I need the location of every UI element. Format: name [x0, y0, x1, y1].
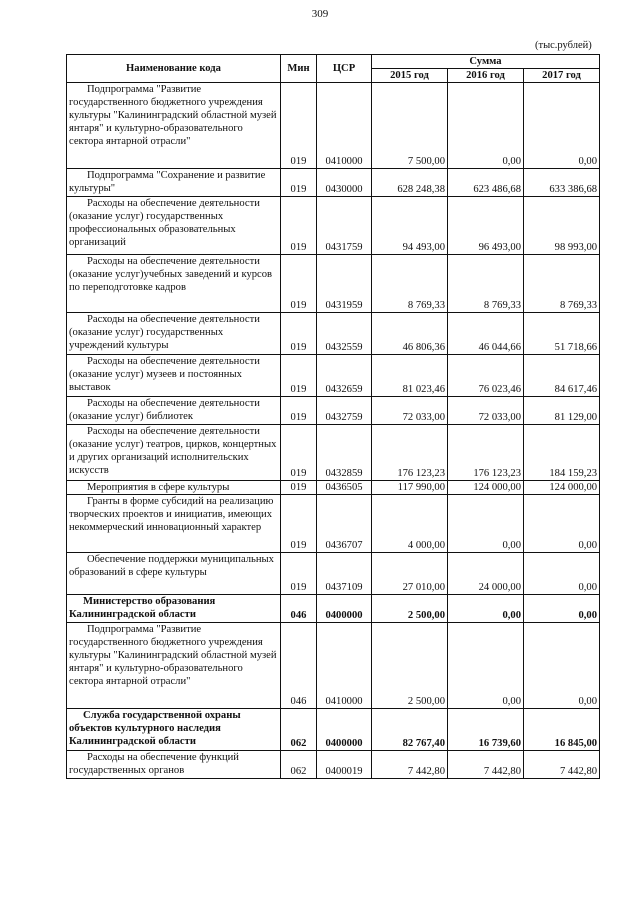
row-csr: 0436707: [317, 495, 372, 553]
row-csr: 0432859: [317, 425, 372, 481]
row-name: Расходы на обеспечение деятельности (оказание услуг) библиотек: [69, 398, 260, 422]
row-value-2016: 24 000,00: [448, 553, 524, 595]
row-value-2015: 46 806,36: [372, 313, 448, 355]
row-value-2016: 7 442,80: [448, 751, 524, 779]
row-value-2015: 176 123,23: [372, 425, 448, 481]
row-name-cell: [67, 425, 281, 481]
row-min: 062: [281, 709, 317, 751]
row-name-cell: [67, 169, 281, 197]
row-value-2017: 84 617,46: [524, 355, 600, 397]
row-name-cell: [67, 83, 281, 169]
row-value-2017: 0,00: [524, 553, 600, 595]
table-row: [67, 355, 600, 397]
row-value-2015: 72 033,00: [372, 397, 448, 425]
row-value-2017: 51 718,66: [524, 313, 600, 355]
row-name: Мероприятия в сфере культуры: [87, 482, 230, 493]
header-2015: 2015 год: [372, 69, 448, 83]
row-csr: 0400000: [317, 709, 372, 751]
header-min: Мин: [281, 55, 317, 83]
row-csr: 0432559: [317, 313, 372, 355]
row-value-2015: 27 010,00: [372, 553, 448, 595]
row-value-2015: 7 500,00: [372, 83, 448, 169]
row-value-2017: 124 000,00: [524, 481, 600, 495]
row-csr: 0410000: [317, 623, 372, 709]
row-value-2017: 98 993,00: [524, 197, 600, 255]
row-name-cell: [67, 709, 281, 751]
row-value-2017: 81 129,00: [524, 397, 600, 425]
row-min: 019: [281, 425, 317, 481]
row-csr: 0437109: [317, 553, 372, 595]
row-value-2017: 0,00: [524, 83, 600, 169]
row-value-2017: 16 845,00: [524, 709, 600, 751]
row-name: Расходы на обеспечение функций государственных органов: [69, 752, 239, 776]
row-name-cell: [67, 255, 281, 313]
table-row: [67, 495, 600, 553]
row-value-2016: 623 486,68: [448, 169, 524, 197]
row-name: Подпрограмма "Сохранение и развитие культуры": [69, 170, 266, 194]
row-min: 019: [281, 495, 317, 553]
row-csr: 0432759: [317, 397, 372, 425]
page-number: 309: [311, 8, 329, 20]
row-value-2016: 76 023,46: [448, 355, 524, 397]
row-name: Служба государственной охраны объектов культурного наследия Калининградской области: [69, 710, 241, 747]
row-value-2016: 8 769,33: [448, 255, 524, 313]
row-value-2015: 628 248,38: [372, 169, 448, 197]
row-name: Министерство образования Калининградской области: [69, 596, 216, 620]
row-value-2015: 4 000,00: [372, 495, 448, 553]
budget-table: [66, 54, 600, 779]
row-name: Расходы на обеспечение деятельности (оказание услуг)учебных заведений и курсов по переподготовке кадров: [69, 256, 273, 293]
table-row: [67, 313, 600, 355]
row-name: Расходы на обеспечение деятельности (оказание услуг) государственных профессиональных образовательных организаций: [69, 198, 260, 248]
table-row: [67, 553, 600, 595]
row-value-2015: 117 990,00: [372, 481, 448, 495]
header-2016: 2016 год: [448, 69, 524, 83]
row-value-2015: 82 767,40: [372, 709, 448, 751]
row-value-2016: 0,00: [448, 595, 524, 623]
row-name-cell: [67, 623, 281, 709]
row-min: 062: [281, 751, 317, 779]
row-min: 046: [281, 623, 317, 709]
table-row: [67, 481, 600, 495]
table-row: [67, 169, 600, 197]
table-row: [67, 595, 600, 623]
row-min: 019: [281, 313, 317, 355]
row-csr: 0432659: [317, 355, 372, 397]
row-min: 019: [281, 169, 317, 197]
row-csr: 0430000: [317, 169, 372, 197]
row-value-2016: 124 000,00: [448, 481, 524, 495]
row-value-2015: 94 493,00: [372, 197, 448, 255]
row-value-2015: 2 500,00: [372, 595, 448, 623]
row-name-cell: [67, 197, 281, 255]
table-row: [67, 197, 600, 255]
row-csr: 0410000: [317, 83, 372, 169]
row-value-2016: 176 123,23: [448, 425, 524, 481]
row-value-2016: 46 044,66: [448, 313, 524, 355]
row-csr: 0400000: [317, 595, 372, 623]
row-csr: 0400019: [317, 751, 372, 779]
row-name-cell: [67, 481, 281, 495]
row-value-2016: 0,00: [448, 495, 524, 553]
table-row: [67, 751, 600, 779]
row-name-cell: [67, 397, 281, 425]
row-name-cell: [67, 595, 281, 623]
row-name: Расходы на обеспечение деятельности (оказание услуг) театров, цирков, концертных и других организаций исполнительских искусств: [69, 426, 277, 476]
row-value-2016: 0,00: [448, 83, 524, 169]
row-value-2015: 8 769,33: [372, 255, 448, 313]
row-name-cell: [67, 495, 281, 553]
header-2017: 2017 год: [524, 69, 600, 83]
row-value-2017: 7 442,80: [524, 751, 600, 779]
row-value-2015: 7 442,80: [372, 751, 448, 779]
row-value-2015: 81 023,46: [372, 355, 448, 397]
row-name: Подпрограмма "Развитие государственного бюджетного учреждения культуры "Калининградский областной музей янтаря" и культурно-образовательного сектора янтарной отрасли": [69, 84, 277, 147]
row-value-2016: 72 033,00: [448, 397, 524, 425]
row-csr: 0431959: [317, 255, 372, 313]
row-value-2017: 0,00: [524, 495, 600, 553]
row-min: 046: [281, 595, 317, 623]
table-row: [67, 255, 600, 313]
header-csr: ЦСР: [317, 55, 372, 83]
row-value-2017: 0,00: [524, 595, 600, 623]
row-name: Расходы на обеспечение деятельности (оказание услуг) музеев и постоянных выставок: [69, 356, 260, 393]
row-value-2016: 0,00: [448, 623, 524, 709]
row-name: Гранты в форме субсидий на реализацию творческих проектов и инициатив, имеющих некоммерческий инновационный характер: [69, 496, 274, 533]
row-value-2017: 8 769,33: [524, 255, 600, 313]
row-min: 019: [281, 553, 317, 595]
table-row: [67, 83, 600, 169]
table-row: [67, 623, 600, 709]
row-csr: 0436505: [317, 481, 372, 495]
table-row: [67, 425, 600, 481]
row-min: 019: [281, 197, 317, 255]
table-row: [67, 397, 600, 425]
row-csr: 0431759: [317, 197, 372, 255]
row-value-2016: 96 493,00: [448, 197, 524, 255]
table-row: [67, 709, 600, 751]
header-name: Наименование кода: [67, 55, 281, 83]
row-name-cell: [67, 751, 281, 779]
row-min: 019: [281, 255, 317, 313]
units-label: (тыс.рублей): [535, 40, 592, 51]
row-value-2016: 16 739,60: [448, 709, 524, 751]
row-min: 019: [281, 355, 317, 397]
row-value-2017: 633 386,68: [524, 169, 600, 197]
row-value-2015: 2 500,00: [372, 623, 448, 709]
row-name: Расходы на обеспечение деятельности (оказание услуг) государственных учреждений культуры: [69, 314, 260, 351]
row-name-cell: [67, 313, 281, 355]
row-min: 019: [281, 397, 317, 425]
row-min: 019: [281, 481, 317, 495]
row-name-cell: [67, 553, 281, 595]
row-value-2017: 0,00: [524, 623, 600, 709]
row-name: Подпрограмма "Развитие государственного бюджетного учреждения культуры "Калининградский областной музей янтаря" и культурно-образовательного сектора янтарной отрасли": [69, 624, 277, 687]
row-min: 019: [281, 83, 317, 169]
row-name-cell: [67, 355, 281, 397]
header-sum: Сумма: [372, 55, 600, 69]
row-name: Обеспечение поддержки муниципальных образований в сфере культуры: [69, 554, 274, 578]
row-value-2017: 184 159,23: [524, 425, 600, 481]
